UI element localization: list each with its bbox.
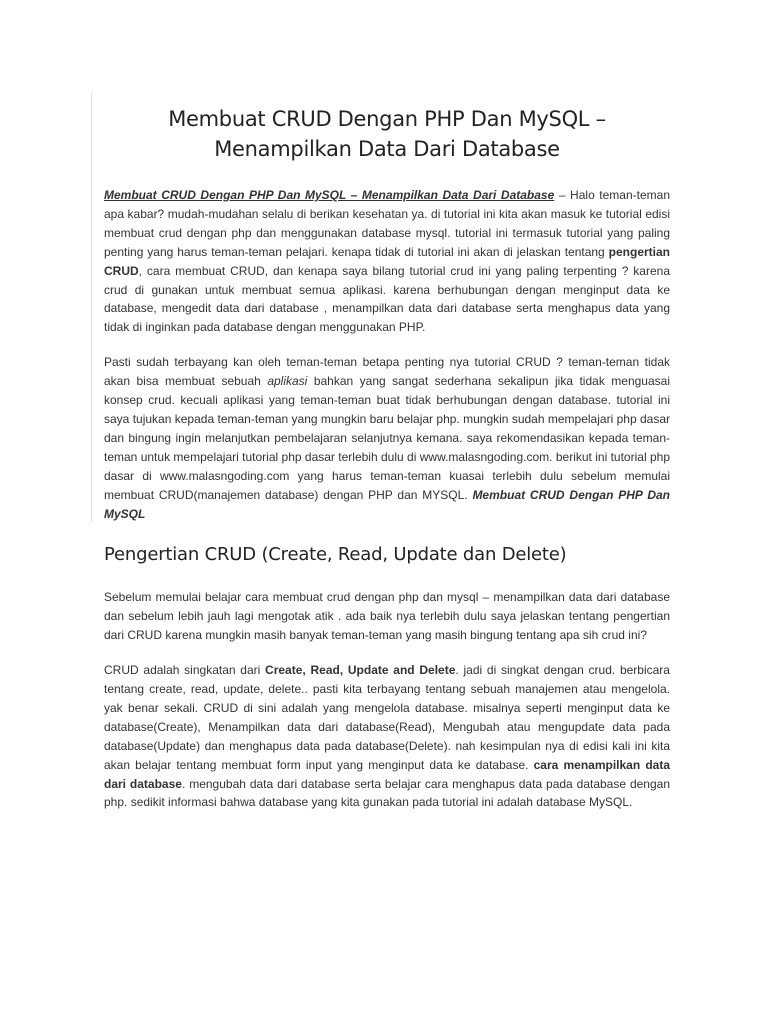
second-text-1: Pasti sudah terbayang kan oleh teman-teman betapa penting nya tutorial CRUD ? teman-teman tidak akan bisa membuat sebuah	[104, 355, 670, 389]
fourth-text-3: . mengubah data dari database serta belajar cara menghapus data pada database dengan php. sedikit informasi bahwa database yang kita gunakan pada tutorial ini adalah database MySQL.	[104, 776, 670, 810]
intro-text-1: – Halo teman-teman apa kabar? mudah-mudahan selalu di berikan kesehatan ya. di tutorial ini kita akan masuk ke tutorial edisi membuat crud dengan php dan menggunakan database mysql. tutorial ini termasuk tutorial yang paling penting yang harus teman-teman pelajari. kenapa tidak di tutorial ini akan di jelaskan tentang	[104, 188, 670, 259]
fourth-bold-term-1: Create, Read, Update and Delete	[265, 663, 456, 678]
third-paragraph: Sebelum memulai belajar cara membuat crud dengan php dan mysql – menampilkan data dari database dan sebelum lebih jauh lagi mengotak atik . ada baik nya terlebih dulu saya jelaskan tentang pengertian dari CRUD karena mungkin masih banyak teman-teman yang masih bingung tentang apa sih crud ini?	[104, 590, 670, 643]
article	[104, 104, 670, 828]
page-title	[104, 104, 670, 164]
page-edge-line	[91, 92, 92, 522]
section-heading: Pengertian CRUD (Create, Read, Update dan Delete)	[104, 544, 567, 566]
second-paragraph	[104, 353, 670, 523]
fourth-text-2: . jadi di singkat dengan crud. berbicara tentang create, read, update, delete.. pasti kita terbayang tentang sebuah manajemen atau mengelola. yak benar sekali. CRUD di sini adalah yang mengelola database. misalnya seperti menginput data ke database(Create), Menampilkan data dari database(Read), Mengubah atau mengupdate data pada database(Update) dan menghapus data pada database(Delete). nah kesimpulan nya di edisi kali ini kita akan belajar tentang membuat form input yang menginput data ke database.	[104, 663, 670, 772]
second-text-2: bahkan yang sangat sederhana sekalipun jika tidak menguasai konsep crud. kecuali aplikasi yang teman-teman buat tidak berhubungan dengan database. tutorial ini saya tujukan kepada teman-teman yang mungkin baru belajar php. mungkin sudah mempelajari php dasar dan bingung ingin melanjutkan pembelajaran selanjutnya kemana. saya rekomendasikan kepada teman-teman untuk mempelajari tutorial php dasar terlebih dulu di www.malasngoding.com. berikut ini tutorial php dasar di www.malasngoding.com yang harus teman-teman kuasai terlebih dulu sebelum memulai membuat CRUD(manajemen database) dengan PHP dan MYSQL.	[104, 374, 670, 502]
fourth-paragraph	[104, 661, 670, 812]
intro-text-2: , cara membuat CRUD, dan kenapa saya bilang tutorial crud ini yang paling terpenting ? karena crud di gunakan untuk membuat semua aplikasi. karena berhubungan dengan menginput data ke database, mengedit data dari database , menampilkan data dari database serta menghapus data yang tidak di inginkan pada database dengan menggunakan PHP.	[104, 263, 670, 335]
intro-paragraph	[104, 186, 670, 337]
page-title-line-2: Menampilkan Data Dari Database	[214, 137, 560, 161]
fourth-text-1: CRUD adalah singkatan dari	[104, 663, 266, 678]
page-title-line-1: Membuat CRUD Dengan PHP Dan MySQL –	[168, 107, 606, 131]
second-bold-italic-term: Membuat CRUD Dengan PHP Dan MySQL	[104, 487, 670, 521]
fourth-bold-term-2: cara menampilkan data dari database	[104, 757, 670, 791]
second-italic-term: aplikasi	[267, 374, 308, 389]
intro-lead-link[interactable]: Membuat CRUD Dengan PHP Dan MySQL – Menampilkan Data Dari Database	[104, 188, 555, 202]
intro-bold-term: pengertian CRUD	[104, 244, 670, 278]
